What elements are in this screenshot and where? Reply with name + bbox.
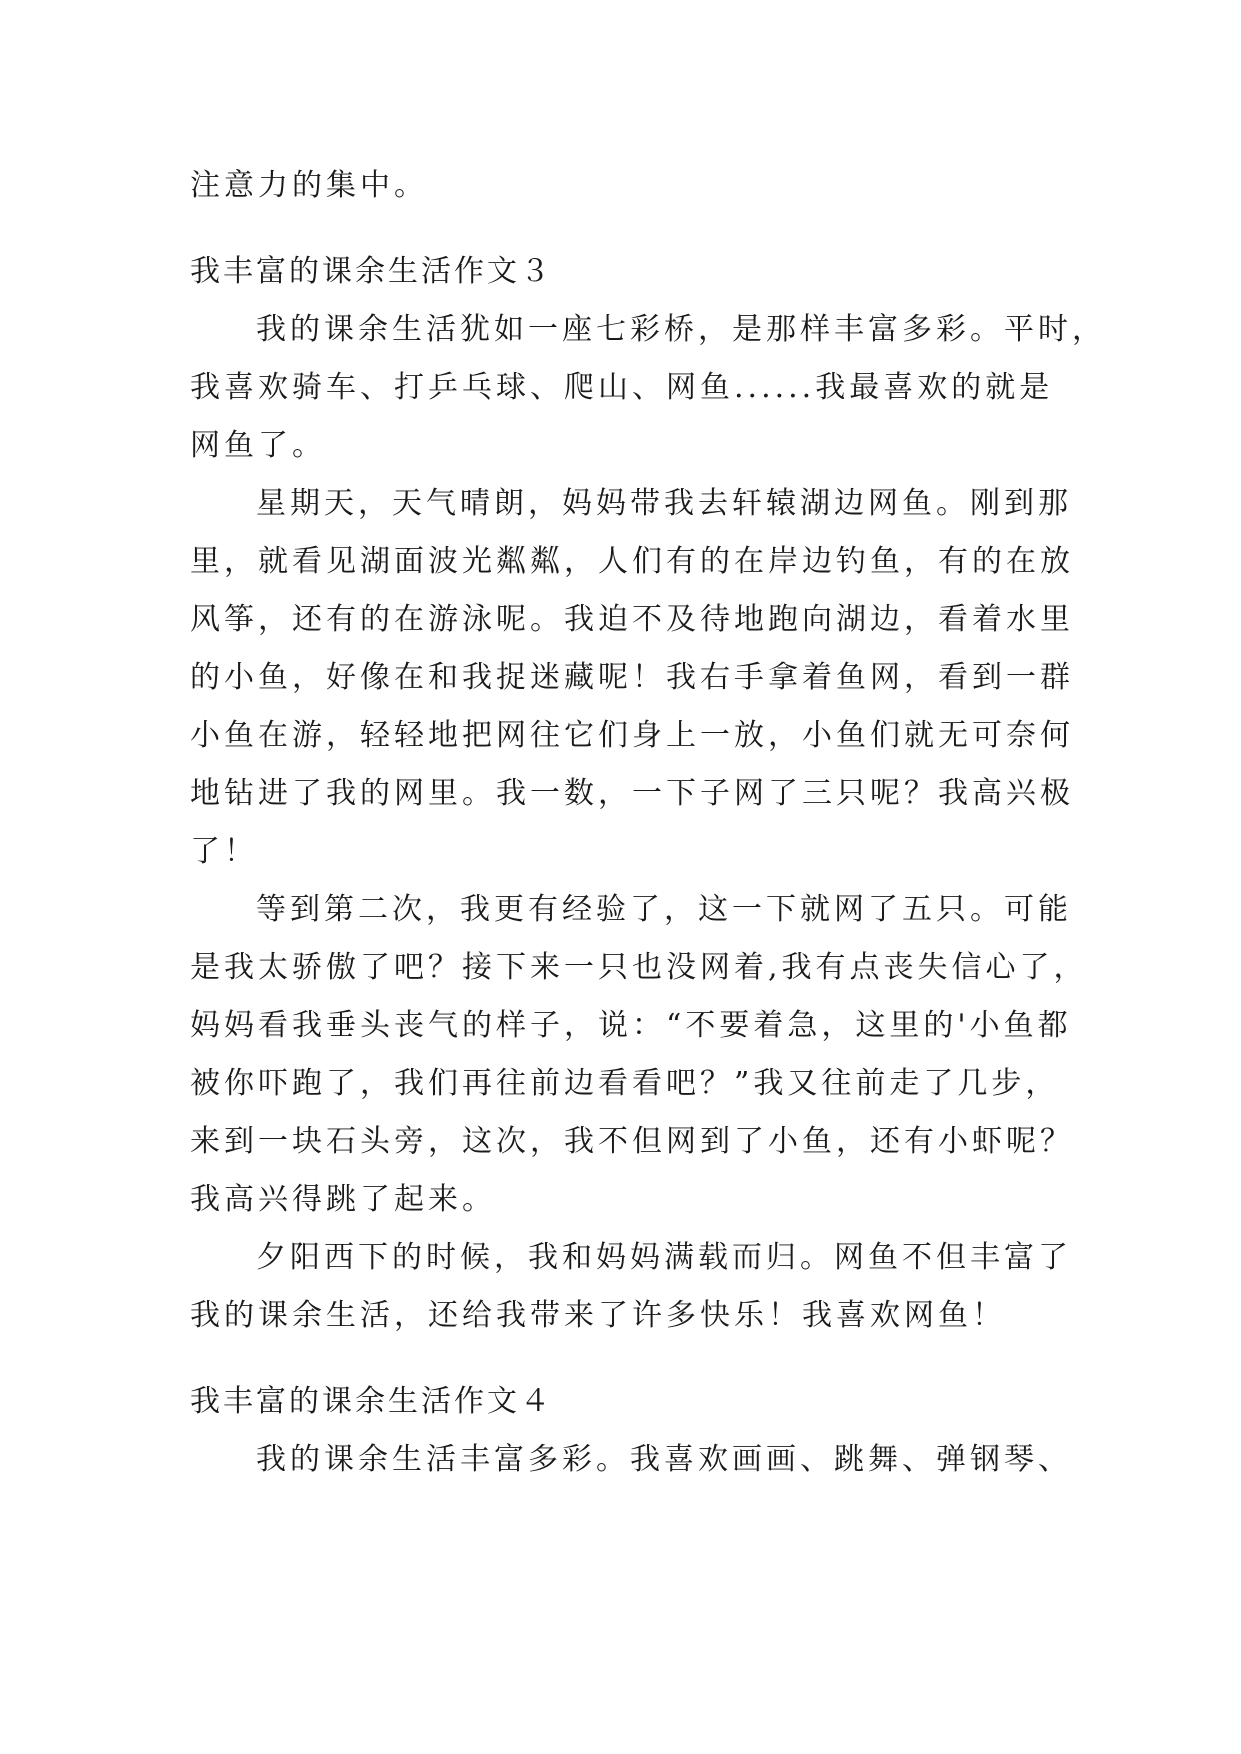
section-heading-4: 我丰富的课余生活作文４ xyxy=(190,1384,553,1419)
text-line: 我的课余生活，还给我带来了许多快乐！我喜欢网鱼！ xyxy=(190,1298,1006,1333)
text-line: 等到第二次，我更有经验了，这一下就网了五只。可能 xyxy=(256,892,1072,927)
text-line: 我高兴得跳了起来。 xyxy=(190,1182,496,1217)
text-line: 我喜欢骑车、打乒乓球、爬山、网鱼......我最喜欢的就是 xyxy=(190,370,1054,405)
text-line: 风筝，还有的在游泳呢。我迫不及待地跑向湖边，看着水里 xyxy=(190,602,1074,637)
section-heading-3: 我丰富的课余生活作文３ xyxy=(190,254,553,289)
text-line: 我的课余生活丰富多彩。我喜欢画画、跳舞、弹钢琴、 xyxy=(256,1442,1072,1477)
text-line: 来到一块石头旁，这次，我不但网到了小鱼，还有小虾呢？ xyxy=(190,1124,1074,1159)
text-line: 被你吓跑了，我们再往前边看看吧？”我又往前走了几步， xyxy=(190,1066,1060,1101)
text-line: 了！ xyxy=(190,834,258,869)
text-line: 注意力的集中。 xyxy=(190,168,428,203)
text-line: 里，就看见湖面波光粼粼，人们有的在岸边钓鱼，有的在放 xyxy=(190,544,1074,579)
text-line: 是我太骄傲了吧？接下来一只也没网着,我有点丧失信心了， xyxy=(190,950,1088,985)
text-line: 网鱼了。 xyxy=(190,428,326,463)
text-line: 夕阳西下的时候，我和妈妈满载而归。网鱼不但丰富了 xyxy=(256,1240,1072,1275)
text-line: 地钻进了我的网里。我一数，一下子网了三只呢？我高兴极 xyxy=(190,776,1074,811)
text-line: 星期天，天气晴朗，妈妈带我去轩辕湖边网鱼。刚到那 xyxy=(256,486,1072,521)
text-line: 的小鱼，好像在和我捉迷藏呢！我右手拿着鱼网，看到一群 xyxy=(190,660,1074,695)
text-line: 小鱼在游，轻轻地把网往它们身上一放，小鱼们就无可奈何 xyxy=(190,718,1074,753)
text-line: 我的课余生活犹如一座七彩桥，是那样丰富多彩。平时， xyxy=(256,312,1106,347)
text-line: 妈妈看我垂头丧气的样子，说：“不要着急，这里的'小鱼都 xyxy=(190,1008,1072,1043)
